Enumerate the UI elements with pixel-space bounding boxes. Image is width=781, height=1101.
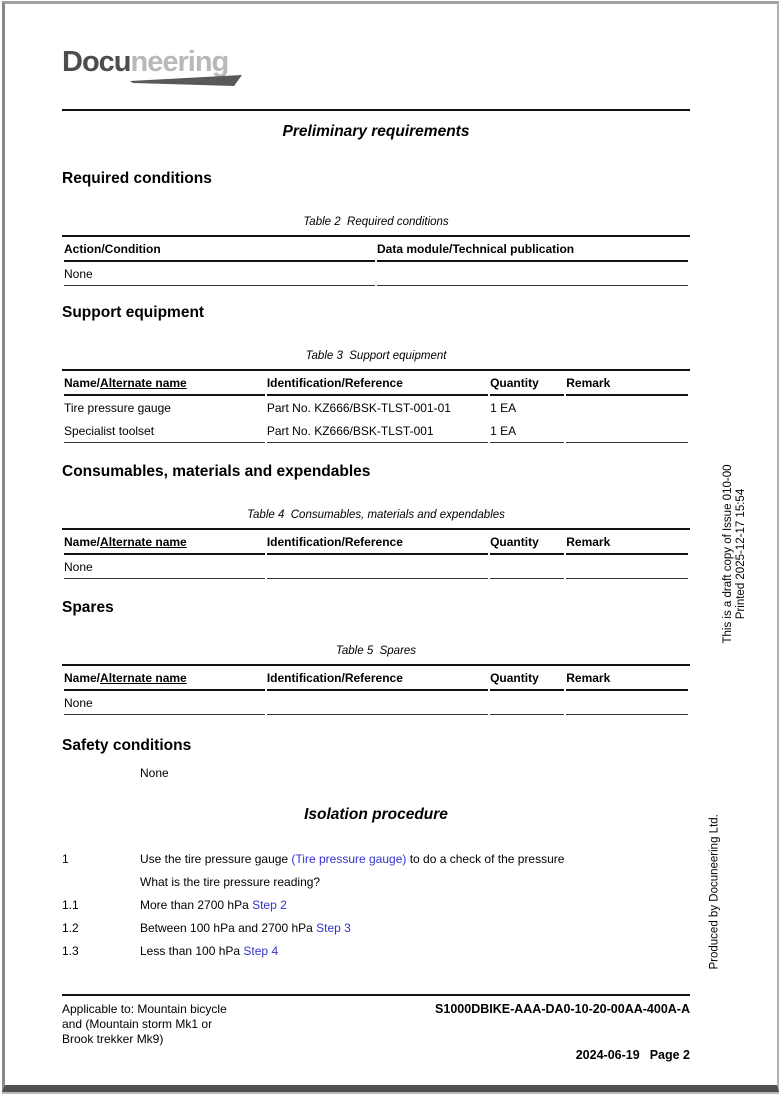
table4-caption: Table 4 Consumables, materials and expendables	[247, 509, 505, 521]
table-row	[64, 419, 688, 443]
step-text-before: Use the tire pressure gauge	[140, 852, 292, 866]
applicability-block	[62, 1002, 227, 1062]
step-text	[140, 917, 351, 940]
step-text-before: Less than 100 hPa	[140, 944, 244, 958]
page-content	[62, 4, 690, 1062]
page-number: Page 2	[649, 1048, 690, 1062]
col-name	[64, 371, 265, 396]
page-footer	[62, 1002, 690, 1062]
date-page-line	[435, 1048, 690, 1062]
step-2-link[interactable]: Step 2	[252, 898, 287, 912]
docuneering-logo	[62, 46, 690, 87]
step-question: What is the tire pressure reading?	[140, 875, 321, 889]
cell-identification: Part No. KZ666/BSK-TLST-001	[267, 419, 488, 443]
col-remark: Remark	[566, 666, 688, 691]
table-spares	[62, 664, 690, 715]
tire-pressure-gauge-link[interactable]: (Tire pressure gauge)	[291, 852, 407, 866]
issue-date: 2024-06-19	[575, 1048, 640, 1062]
cell-identification: Part No. KZ666/BSK-TLST-001-01	[266, 401, 451, 415]
dmc-block	[435, 1002, 690, 1062]
table-consumables	[62, 528, 690, 579]
col-quantity: Quantity	[490, 530, 564, 555]
logo-text-light: neering	[130, 46, 229, 78]
applicability-line: Applicable to: Mountain bicycle	[62, 1002, 227, 1016]
step-text-before: More than 2700 hPa	[140, 898, 253, 912]
logo-text-dark: Docu	[62, 46, 131, 78]
cell-identification	[267, 555, 488, 579]
cell-remark	[566, 396, 688, 419]
data-module-code: S1000DBIKE-AAA-DA0-10-20-00AA-400A-A	[435, 1002, 690, 1016]
cell-name: None	[64, 691, 265, 715]
heading-support-equipment: Support equipment	[62, 304, 205, 321]
footer-rule	[62, 994, 690, 996]
applicability-line: Brook trekker Mk9)	[62, 1032, 164, 1046]
heading-isolation-procedure: Isolation procedure	[304, 806, 448, 823]
procedure-step-1	[62, 848, 690, 894]
step-text	[140, 894, 287, 917]
table-required-conditions	[62, 235, 690, 286]
cell-remark	[566, 691, 688, 715]
table-header-row	[64, 371, 688, 396]
col-data-module: Data module/Technical publication	[377, 237, 688, 262]
col-identification: Identification/Reference	[267, 371, 488, 396]
cell-name: None	[64, 555, 265, 579]
table-row	[64, 555, 688, 579]
applicability-line: and (Mountain storm Mk1 or	[62, 1017, 213, 1031]
step-number: 1.1	[62, 898, 79, 912]
step-text	[140, 848, 564, 894]
col-name-alternate: Alternate name	[100, 671, 187, 685]
col-name-prefix: Name/	[64, 535, 101, 549]
step-number: 1	[62, 852, 69, 866]
col-remark: Remark	[566, 530, 688, 555]
table-row	[64, 396, 688, 419]
produced-by-note: Produced by Docuneering Ltd.	[708, 814, 721, 970]
table-header-row	[64, 237, 688, 262]
heading-safety-conditions: Safety conditions	[62, 737, 192, 754]
cell-quantity	[490, 691, 564, 715]
col-identification: Identification/Reference	[267, 530, 488, 555]
table-row	[64, 691, 688, 715]
col-name	[64, 666, 265, 691]
col-name	[64, 530, 265, 555]
draft-copy-note	[722, 444, 748, 664]
step-number: 1.2	[62, 921, 79, 935]
table-header-row	[64, 530, 688, 555]
step-number: 1.3	[62, 944, 79, 958]
cell-identification	[267, 691, 488, 715]
cell-quantity: 1 EA	[490, 401, 517, 415]
col-name-alternate: Alternate name	[100, 535, 187, 549]
col-name-prefix: Name/	[64, 671, 101, 685]
procedure-steps	[62, 848, 690, 963]
cell-data-module	[377, 262, 688, 286]
col-identification: Identification/Reference	[267, 666, 488, 691]
step-text-after: to do a check of the pressure	[406, 852, 565, 866]
col-quantity: Quantity	[490, 666, 564, 691]
printed-date-line: Printed 2025-12-17 15:54	[735, 488, 747, 620]
header-rule	[62, 109, 690, 111]
procedure-step-1-3	[62, 940, 690, 963]
table3-caption: Table 3 Support equipment	[305, 350, 447, 362]
step-text	[140, 940, 278, 963]
heading-consumables: Consumables, materials and expendables	[62, 463, 371, 480]
table-support-equipment	[62, 369, 690, 443]
cell-remark	[566, 555, 688, 579]
cell-name: Tire pressure gauge	[64, 401, 171, 415]
cell-action-condition: None	[64, 262, 375, 286]
step-3-link[interactable]: Step 3	[316, 921, 351, 935]
draft-copy-line: This is a draft copy of Issue 010-00	[722, 464, 734, 644]
safety-conditions-value: None	[140, 766, 169, 780]
table-row	[64, 262, 688, 286]
document-page	[2, 1, 779, 1092]
cell-quantity	[490, 555, 564, 579]
col-remark: Remark	[566, 371, 688, 396]
col-name-prefix: Name/	[64, 376, 101, 390]
cell-remark	[566, 419, 688, 443]
table5-caption: Table 5 Spares	[335, 645, 417, 657]
table-header-row	[64, 666, 688, 691]
cell-name: Specialist toolset	[64, 419, 265, 443]
procedure-step-1-1	[62, 894, 690, 917]
step-line	[140, 848, 564, 871]
col-quantity: Quantity	[490, 371, 564, 396]
heading-preliminary-requirements: Preliminary requirements	[282, 123, 470, 140]
table2-caption: Table 2 Required conditions	[303, 216, 449, 228]
col-action-condition: Action/Condition	[64, 237, 375, 262]
heading-spares: Spares	[62, 599, 114, 616]
step-text-before: Between 100 hPa and 2700 hPa	[140, 921, 317, 935]
col-name-alternate: Alternate name	[100, 376, 187, 390]
cell-quantity: 1 EA	[490, 419, 564, 443]
procedure-step-1-2	[62, 917, 690, 940]
heading-required-conditions: Required conditions	[62, 170, 212, 187]
step-4-link[interactable]: Step 4	[243, 944, 279, 958]
